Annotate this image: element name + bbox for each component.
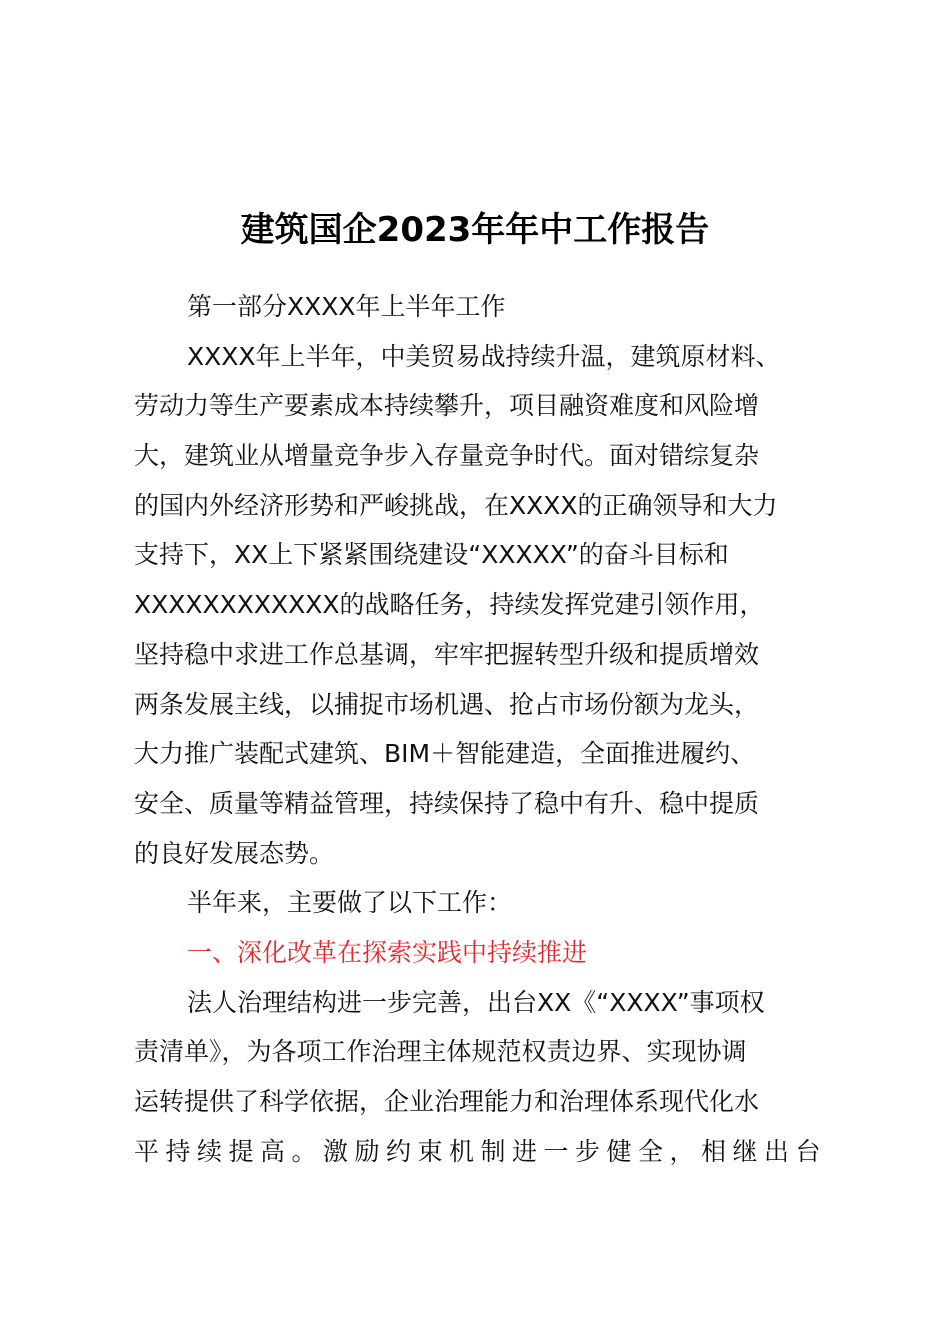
paragraph-line: XXXXXXXXXXXX的战略任务，持续发挥党建引领作用， xyxy=(134,590,765,620)
paragraph-line: 坚持稳中求进工作总基调，牢牢把握转型升级和提质增效 xyxy=(134,639,760,669)
document-body xyxy=(134,282,834,1176)
document-title: 建筑国企2023年年中工作报告 xyxy=(240,210,710,250)
paragraph-line: 支持下，XX上下紧紧围绕建设“XXXXX”的奋斗目标和 xyxy=(134,540,729,570)
paragraph-line: 的良好发展态势。 xyxy=(134,838,335,868)
paragraph-line: 两条发展主线，以捕捉市场机遇、抢占市场份额为龙头， xyxy=(134,689,760,719)
paragraph-line: 运转提供了科学依据，企业治理能力和治理体系现代化水 xyxy=(134,1087,760,1116)
paragraph-line: 大力推广装配式建筑、BIM＋智能建造，全面推进履约、 xyxy=(134,739,756,769)
paragraph-line: 半年来，主要做了以下工作： xyxy=(187,888,513,918)
paragraph-line: 安全、质量等精益管理，持续保持了稳中有升、稳中提质 xyxy=(134,788,760,818)
section-heading-red: 一、深化改革在探索实践中持续推进 xyxy=(187,937,588,967)
paragraph-line: 法人治理结构进一步完善，出台XX《“XXXX”事项权 xyxy=(187,987,765,1017)
paragraph-line: XXXX年上半年，中美贸易战持续升温，建筑原材料、 xyxy=(187,341,781,371)
paragraph-line: 平持续提高。激励约束机制进一步健全，相继出台 xyxy=(134,1136,828,1166)
paragraph-line: 劳动力等生产要素成本持续攀升，项目融资难度和风险增 xyxy=(134,391,760,421)
paragraph-line: 责清单》，为各项工作治理主体规范权责边界、实现协调 xyxy=(134,1037,747,1067)
paragraph-line: 的国内外经济形势和严峻挑战，在XXXX的正确领导和大力 xyxy=(134,490,778,520)
section-part-heading: 第一部分XXXX年上半年工作 xyxy=(187,292,506,321)
paragraph-line: 大，建筑业从增量竞争步入存量竞争时代。面对错综复杂 xyxy=(134,441,760,471)
